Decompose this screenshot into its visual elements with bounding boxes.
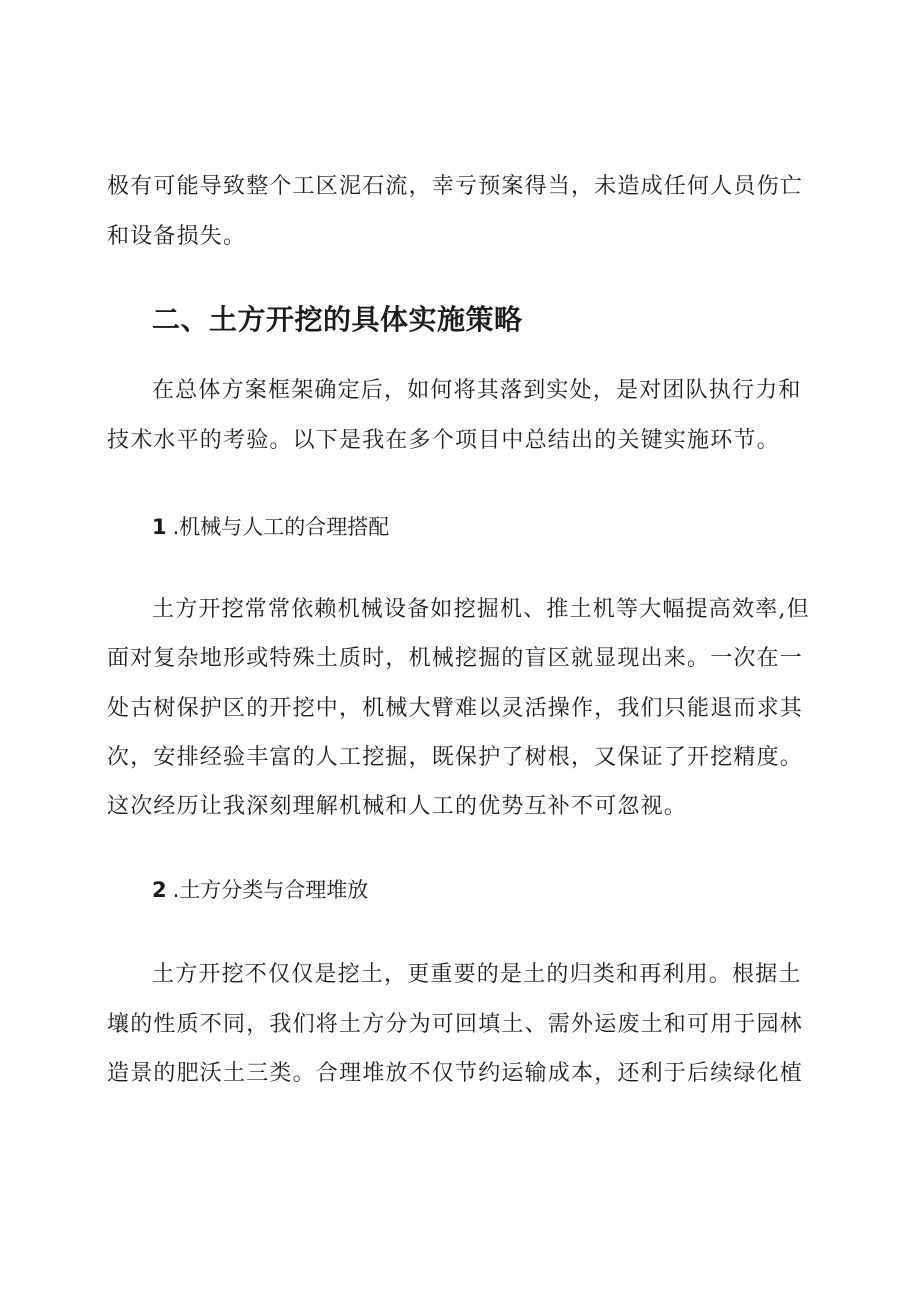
paragraph-line: 土方开挖不仅仅是挖土，更重要的是土的归类和再利用。根据土 — [152, 962, 802, 987]
subsection-heading-2 — [152, 875, 368, 905]
paragraph-line: 在总体方案框架确定后，如何将其落到实处，是对团队执行力和 — [152, 378, 802, 403]
paragraph-line: 壤的性质不同，我们将土方分为可回填土、需外运废土和可用于园林 — [107, 1012, 804, 1037]
subsection-number: 2 — [152, 878, 167, 902]
paragraph-line: 技术水平的考验。以下是我在多个项目中总结出的关键实施环节。 — [107, 428, 780, 453]
subsection-number: 1 — [152, 515, 167, 539]
paragraph-line: 面对复杂地形或特殊土质时，机械挖掘的盲区就显现出来。一次在一 — [107, 646, 804, 671]
subsection-title: .机械与人工的合理搭配 — [172, 515, 390, 539]
paragraph-line: 极有可能导致整个工区泥石流，幸亏预案得当，未造成任何人员伤亡 — [107, 174, 804, 199]
section-heading: 二、土方开挖的具体实施策略 — [152, 303, 523, 336]
paragraph-line: 和设备损失。 — [107, 224, 247, 249]
subsection-heading-1 — [152, 512, 389, 542]
paragraph-line: 土方开挖常常依赖机械设备如挖掘机、推土机等大幅提高效率,但 — [152, 597, 810, 622]
subsection-title: .土方分类与合理堆放 — [172, 878, 369, 902]
paragraph-line: 这次经历让我深刻理解机械和人工的优势互补不可忽视。 — [107, 794, 688, 819]
paragraph-line: 造景的肥沃土三类。合理堆放不仅节约运输成本，还利于后续绿化植 — [107, 1061, 804, 1086]
paragraph-line: 次，安排经验丰富的人工挖掘，既保护了树根，又保证了开挖精度。 — [107, 745, 804, 770]
paragraph-line: 处古树保护区的开挖中，机械大臂难以灵活操作，我们只能退而求其 — [107, 696, 804, 721]
